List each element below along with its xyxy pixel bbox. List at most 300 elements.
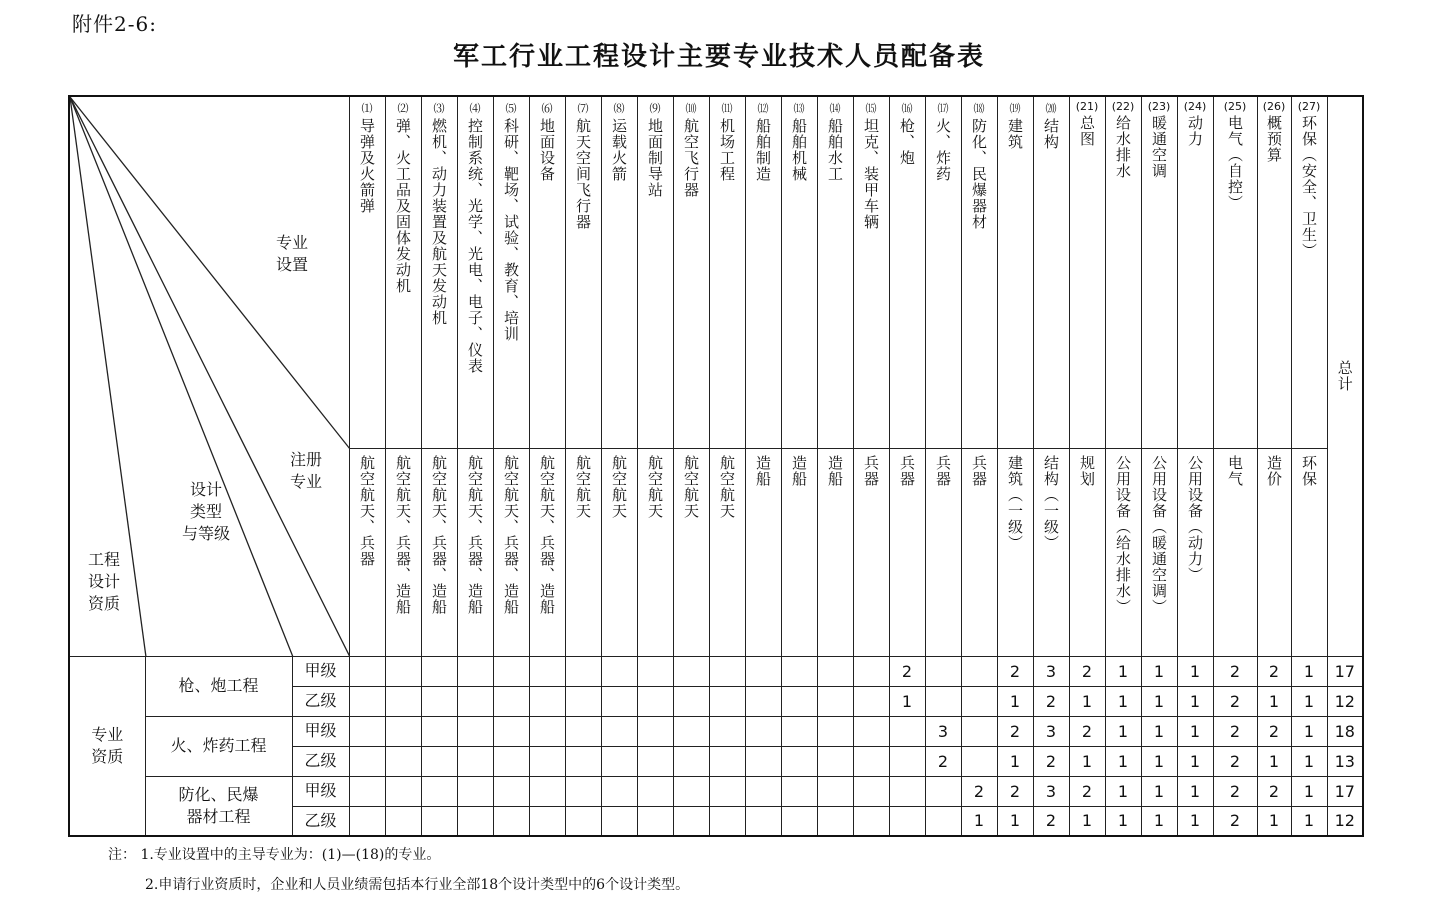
specialty-number: ⒃: [901, 102, 913, 115]
value-cell: [601, 746, 637, 776]
registered-specialty: 航空航天、兵器、造船: [430, 454, 448, 615]
total-value: 18: [1327, 716, 1363, 746]
registered-specialty-cell: [565, 448, 601, 656]
value-cell: [529, 746, 565, 776]
value-cell: 1: [1291, 746, 1327, 776]
specialty-number: (22): [1111, 100, 1135, 113]
value-cell: [781, 656, 817, 686]
attachment-label: 附件2-6:: [72, 12, 157, 36]
registered-specialty: 兵器: [970, 454, 988, 487]
value-cell: [889, 776, 925, 806]
value-cell: 2: [997, 716, 1033, 746]
value-cell: [853, 776, 889, 806]
specialty-header: [493, 96, 529, 448]
value-cell: [385, 776, 421, 806]
corner-design-type: 设计 类型 与等级: [181, 480, 230, 543]
value-cell: [637, 656, 673, 686]
value-cell: 1: [1105, 656, 1141, 686]
value-cell: [565, 686, 601, 716]
specialty-number: ⒁: [829, 102, 841, 115]
value-cell: [889, 746, 925, 776]
grade-cell: [292, 806, 349, 836]
registered-specialty: 规划: [1078, 454, 1096, 487]
specialty-number: ⒄: [937, 102, 949, 115]
specialty-header: [1033, 96, 1069, 448]
registered-specialty: 建筑︵一级︶: [1006, 454, 1024, 551]
specialty-number: ⑶: [433, 102, 445, 115]
registered-specialty-cell: [673, 448, 709, 656]
value-cell: [673, 806, 709, 836]
specialty-name: 建筑: [1006, 118, 1024, 150]
value-cell: [385, 656, 421, 686]
value-cell: 2: [1213, 656, 1257, 686]
specialty-number: ⑸: [505, 102, 517, 115]
value-cell: [601, 716, 637, 746]
value-cell: [421, 716, 457, 746]
value-cell: [349, 686, 385, 716]
value-cell: 1: [1105, 716, 1141, 746]
value-cell: [673, 686, 709, 716]
registered-specialty-cell: [1069, 448, 1105, 656]
registered-specialty-cell: [601, 448, 637, 656]
registered-specialty: 航空航天: [610, 454, 628, 519]
registered-specialty: 兵器: [898, 454, 916, 487]
diagonal-header-cell: [69, 96, 349, 656]
specialty-name: 枪、炮: [898, 118, 916, 166]
value-cell: 2: [1257, 776, 1291, 806]
value-cell: [925, 686, 961, 716]
value-cell: [961, 746, 997, 776]
value-cell: [709, 686, 745, 716]
grade-cell: [292, 746, 349, 776]
registered-specialty: 造船: [826, 454, 844, 487]
value-cell: [565, 746, 601, 776]
specialty-number: ⑽: [685, 102, 697, 115]
corner-specialty-setting: 专业 设置: [275, 233, 308, 274]
specialty-header: [781, 96, 817, 448]
value-cell: [385, 716, 421, 746]
registered-specialty-cell: [853, 448, 889, 656]
registered-specialty: 航空航天、兵器、造船: [538, 454, 556, 615]
specialty-number: ⒂: [865, 102, 877, 115]
value-cell: [781, 776, 817, 806]
note-1: 1.专业设置中的主导专业为：(1)—(18)的专业。: [140, 847, 441, 863]
specialty-number: ⒇: [1045, 102, 1057, 115]
registered-specialty: 航空航天: [682, 454, 700, 519]
registered-specialty: 造价: [1265, 454, 1283, 487]
value-cell: 3: [1033, 656, 1069, 686]
registered-specialty: 环保: [1300, 454, 1318, 487]
value-cell: 2: [1213, 776, 1257, 806]
registered-specialty: 航空航天、兵器、造船: [394, 454, 412, 615]
specialty-name: 船舶制造: [754, 118, 772, 182]
value-cell: [817, 716, 853, 746]
notes-prefix: 注：: [108, 847, 136, 863]
qualification-cell: [69, 656, 145, 836]
value-cell: 1: [1291, 656, 1327, 686]
value-cell: 1: [1141, 686, 1177, 716]
value-cell: 2: [925, 746, 961, 776]
value-cell: [709, 746, 745, 776]
value-cell: [709, 776, 745, 806]
total-value: 12: [1327, 806, 1363, 836]
registered-specialty-cell: [817, 448, 853, 656]
value-cell: 1: [1069, 746, 1105, 776]
design-type-cell: [145, 716, 292, 776]
value-cell: [745, 776, 781, 806]
value-cell: [565, 716, 601, 746]
specialty-number: (23): [1147, 100, 1171, 113]
value-cell: 1: [1177, 716, 1213, 746]
registered-specialty-cell: [457, 448, 493, 656]
value-cell: 1: [1141, 776, 1177, 806]
value-cell: [853, 716, 889, 746]
registered-specialty-cell: [889, 448, 925, 656]
value-cell: [493, 716, 529, 746]
value-cell: [925, 656, 961, 686]
specialty-number: (21): [1075, 100, 1099, 113]
specialty-header: [745, 96, 781, 448]
value-cell: 1: [1105, 776, 1141, 806]
specialty-number: (25): [1223, 100, 1247, 113]
registered-specialty-cell: [709, 448, 745, 656]
specialty-header: [817, 96, 853, 448]
grade-cell: [292, 656, 349, 686]
grade-cell: [292, 686, 349, 716]
value-cell: 1: [1069, 686, 1105, 716]
value-cell: 1: [1291, 806, 1327, 836]
value-cell: [637, 716, 673, 746]
value-cell: [781, 686, 817, 716]
specialty-header: [1141, 96, 1177, 448]
specialty-name: 电气︵自控︶: [1226, 115, 1244, 211]
specialty-number: (27): [1297, 100, 1321, 113]
value-cell: [673, 656, 709, 686]
registered-specialty-cell: [349, 448, 385, 656]
value-cell: [673, 746, 709, 776]
specialty-number: ⒅: [973, 102, 985, 115]
value-cell: [709, 806, 745, 836]
value-cell: [745, 716, 781, 746]
registered-specialty-cell: [1033, 448, 1069, 656]
value-cell: [529, 656, 565, 686]
value-cell: [457, 746, 493, 776]
specialty-header: [637, 96, 673, 448]
specialty-number: ⑿: [757, 102, 769, 115]
specialty-name: 船舶水工: [826, 118, 844, 182]
value-cell: [745, 746, 781, 776]
value-cell: [853, 806, 889, 836]
specialty-name: 动力: [1186, 115, 1204, 147]
value-cell: [457, 776, 493, 806]
value-cell: [529, 716, 565, 746]
value-cell: 1: [1141, 746, 1177, 776]
registered-specialty: 航空航天: [574, 454, 592, 519]
specialty-number: ⒆: [1009, 102, 1021, 115]
value-cell: [421, 806, 457, 836]
registered-specialty-cell: [385, 448, 421, 656]
value-cell: [745, 686, 781, 716]
note-2: 2.申请行业资质时，企业和人员业绩需包括本行业全部18个设计类型中的6个设计类型。: [145, 877, 690, 893]
value-cell: [349, 656, 385, 686]
value-cell: [529, 806, 565, 836]
value-cell: [457, 656, 493, 686]
value-cell: 1: [1141, 716, 1177, 746]
design-type-name: 枪、炮工程: [178, 676, 259, 695]
total-value: 17: [1327, 776, 1363, 806]
value-cell: 1: [997, 746, 1033, 776]
value-cell: 2: [997, 776, 1033, 806]
value-cell: 2: [1033, 686, 1069, 716]
registered-specialty-cell: [1141, 448, 1177, 656]
specialty-name: 地面设备: [538, 118, 556, 182]
value-cell: 2: [1257, 656, 1291, 686]
value-cell: 3: [1033, 776, 1069, 806]
table-row: [69, 716, 1363, 746]
value-cell: [601, 806, 637, 836]
value-cell: [421, 746, 457, 776]
value-cell: [637, 686, 673, 716]
registered-specialty: 航空航天、兵器、造船: [466, 454, 484, 615]
specialty-name: 科研、靶场、试验、教育、培训: [502, 118, 520, 342]
grade-label: 甲级: [304, 661, 337, 680]
value-cell: [601, 656, 637, 686]
specialty-header: [1069, 96, 1105, 448]
value-cell: 1: [1177, 776, 1213, 806]
value-cell: [817, 656, 853, 686]
value-cell: [601, 686, 637, 716]
value-cell: [673, 716, 709, 746]
value-cell: [493, 686, 529, 716]
value-cell: 2: [961, 776, 997, 806]
specialty-header: [349, 96, 385, 448]
grade-cell: [292, 776, 349, 806]
registered-specialty: 造船: [790, 454, 808, 487]
value-cell: 1: [1177, 686, 1213, 716]
registered-specialty-cell: [961, 448, 997, 656]
value-cell: [853, 656, 889, 686]
specialty-header: [1213, 96, 1257, 448]
registered-specialty-cell: [529, 448, 565, 656]
specialty-name: 火、炸药: [934, 118, 952, 182]
value-cell: [817, 746, 853, 776]
value-cell: [421, 776, 457, 806]
corner-engineering-qualification: 工程 设计 资质: [87, 550, 120, 613]
value-cell: 2: [1213, 686, 1257, 716]
value-cell: 1: [1177, 656, 1213, 686]
registered-specialty: 航空航天: [718, 454, 736, 519]
value-cell: [889, 806, 925, 836]
specialty-header: [421, 96, 457, 448]
value-cell: [601, 776, 637, 806]
total-value: 12: [1327, 686, 1363, 716]
value-cell: [637, 776, 673, 806]
registered-specialty-cell: [1213, 448, 1257, 656]
specialty-header: [1291, 96, 1327, 448]
registered-specialty: 公用设备︵动力︶: [1186, 454, 1204, 583]
specialty-number: ⑾: [721, 102, 733, 115]
total-header-label: 总计: [1335, 360, 1354, 393]
value-cell: [817, 776, 853, 806]
specialty-number: (24): [1183, 100, 1207, 113]
value-cell: [457, 686, 493, 716]
value-cell: [565, 776, 601, 806]
grade-label: 乙级: [304, 691, 337, 710]
specialty-header: [925, 96, 961, 448]
registered-specialty: 造船: [754, 454, 772, 487]
value-cell: 3: [1033, 716, 1069, 746]
registered-specialty: 兵器: [934, 454, 952, 487]
value-cell: 2: [1213, 806, 1257, 836]
specialty-number: ⑹: [541, 102, 553, 115]
specialty-header: [997, 96, 1033, 448]
value-cell: 1: [1069, 806, 1105, 836]
specialty-number: ⑷: [469, 102, 481, 115]
value-cell: [853, 746, 889, 776]
specialty-name: 燃机、动力装置及航天发动机: [430, 118, 448, 326]
value-cell: 1: [961, 806, 997, 836]
registered-specialty: 公用设备︵暖通空调︶: [1150, 454, 1168, 615]
value-cell: [421, 686, 457, 716]
staffing-table: [68, 95, 1364, 837]
specialty-number: ⑺: [577, 102, 589, 115]
specialty-name: 航空飞行器: [682, 118, 700, 198]
specialty-name: 运载火箭: [610, 118, 628, 182]
specialty-number: (26): [1262, 100, 1286, 113]
value-cell: 1: [1105, 806, 1141, 836]
design-type-name: 防化、民爆 器材工程: [178, 784, 259, 826]
value-cell: [925, 776, 961, 806]
value-cell: 1: [997, 806, 1033, 836]
registered-specialty-cell: [637, 448, 673, 656]
specialty-name: 概预算: [1265, 115, 1283, 163]
value-cell: 2: [1033, 746, 1069, 776]
specialty-header: [1177, 96, 1213, 448]
value-cell: 1: [1257, 686, 1291, 716]
specialty-name: 航天空间飞行器: [574, 118, 592, 230]
value-cell: 1: [889, 686, 925, 716]
header-row-specialty: [69, 96, 1363, 448]
specialty-name: 给水排水: [1114, 115, 1132, 179]
registered-specialty-cell: [421, 448, 457, 656]
notes: [108, 840, 689, 900]
registered-specialty: 公用设备︵给水排水︶: [1114, 454, 1132, 615]
specialty-number: ⑼: [649, 102, 661, 115]
value-cell: [349, 716, 385, 746]
specialty-header: [673, 96, 709, 448]
grade-label: 乙级: [304, 810, 337, 830]
specialty-name: 坦克、装甲车辆: [862, 118, 880, 230]
specialty-header: [601, 96, 637, 448]
value-cell: [385, 806, 421, 836]
value-cell: 1: [1141, 806, 1177, 836]
specialty-name: 暖通空调: [1150, 115, 1168, 179]
specialty-name: 控制系统、光学、光电、电子、仪表: [466, 118, 484, 374]
specialty-number: ⒀: [793, 102, 805, 115]
value-cell: [565, 656, 601, 686]
table-row: [69, 656, 1363, 686]
specialty-header: [457, 96, 493, 448]
registered-specialty-cell: [745, 448, 781, 656]
registered-specialty: 电气: [1226, 454, 1244, 487]
value-cell: [385, 746, 421, 776]
value-cell: [457, 716, 493, 746]
specialty-number: ⑻: [613, 102, 625, 115]
registered-specialty: 航空航天、兵器、造船: [502, 454, 520, 615]
value-cell: [637, 806, 673, 836]
value-cell: 3: [925, 716, 961, 746]
value-cell: 2: [1213, 746, 1257, 776]
registered-specialty-cell: [1177, 448, 1213, 656]
value-cell: 2: [1033, 806, 1069, 836]
value-cell: [925, 806, 961, 836]
value-cell: [637, 746, 673, 776]
value-cell: [385, 686, 421, 716]
design-type-cell: [145, 776, 292, 836]
value-cell: 1: [1291, 716, 1327, 746]
value-cell: [349, 776, 385, 806]
specialty-name: 弹、火工品及固体发动机: [394, 118, 412, 294]
value-cell: 1: [1257, 746, 1291, 776]
registered-specialty: 结构︵一级︶: [1042, 454, 1060, 551]
value-cell: 1: [1141, 656, 1177, 686]
value-cell: 2: [889, 656, 925, 686]
value-cell: [493, 806, 529, 836]
registered-specialty-cell: [781, 448, 817, 656]
value-cell: [781, 806, 817, 836]
value-cell: 2: [997, 656, 1033, 686]
value-cell: 2: [1213, 716, 1257, 746]
value-cell: 2: [1069, 716, 1105, 746]
value-cell: [745, 656, 781, 686]
grade-label: 乙级: [304, 751, 337, 770]
specialty-number: ⑴: [361, 102, 373, 115]
value-cell: 1: [997, 686, 1033, 716]
value-cell: [493, 656, 529, 686]
registered-specialty-cell: [1257, 448, 1291, 656]
specialty-name: 环保︵安全、卫生︶: [1300, 115, 1318, 259]
specialty-header: [1257, 96, 1291, 448]
value-cell: [817, 686, 853, 716]
corner-registered-specialty: 注册 专业: [289, 450, 322, 491]
specialty-name: 总图: [1078, 115, 1096, 147]
value-cell: [709, 716, 745, 746]
value-cell: [565, 806, 601, 836]
specialty-header: [565, 96, 601, 448]
design-type-name: 火、炸药工程: [170, 736, 267, 755]
registered-specialty-cell: [493, 448, 529, 656]
specialty-header: [529, 96, 565, 448]
total-value: 17: [1327, 656, 1363, 686]
value-cell: 1: [1177, 746, 1213, 776]
value-cell: [349, 746, 385, 776]
registered-specialty: 航空航天: [646, 454, 664, 519]
value-cell: [457, 806, 493, 836]
total-header: [1327, 96, 1363, 656]
specialty-header: [709, 96, 745, 448]
specialty-name: 导弹及火箭弹: [358, 118, 376, 214]
value-cell: [781, 716, 817, 746]
qualification-label: 专业 资质: [91, 724, 124, 766]
value-cell: [493, 746, 529, 776]
specialty-name: 船舶机械: [790, 118, 808, 182]
specialty-name: 结构: [1042, 118, 1060, 150]
value-cell: [889, 716, 925, 746]
value-cell: [817, 806, 853, 836]
value-cell: [745, 806, 781, 836]
grade-label: 甲级: [304, 721, 337, 740]
total-value: 13: [1327, 746, 1363, 776]
